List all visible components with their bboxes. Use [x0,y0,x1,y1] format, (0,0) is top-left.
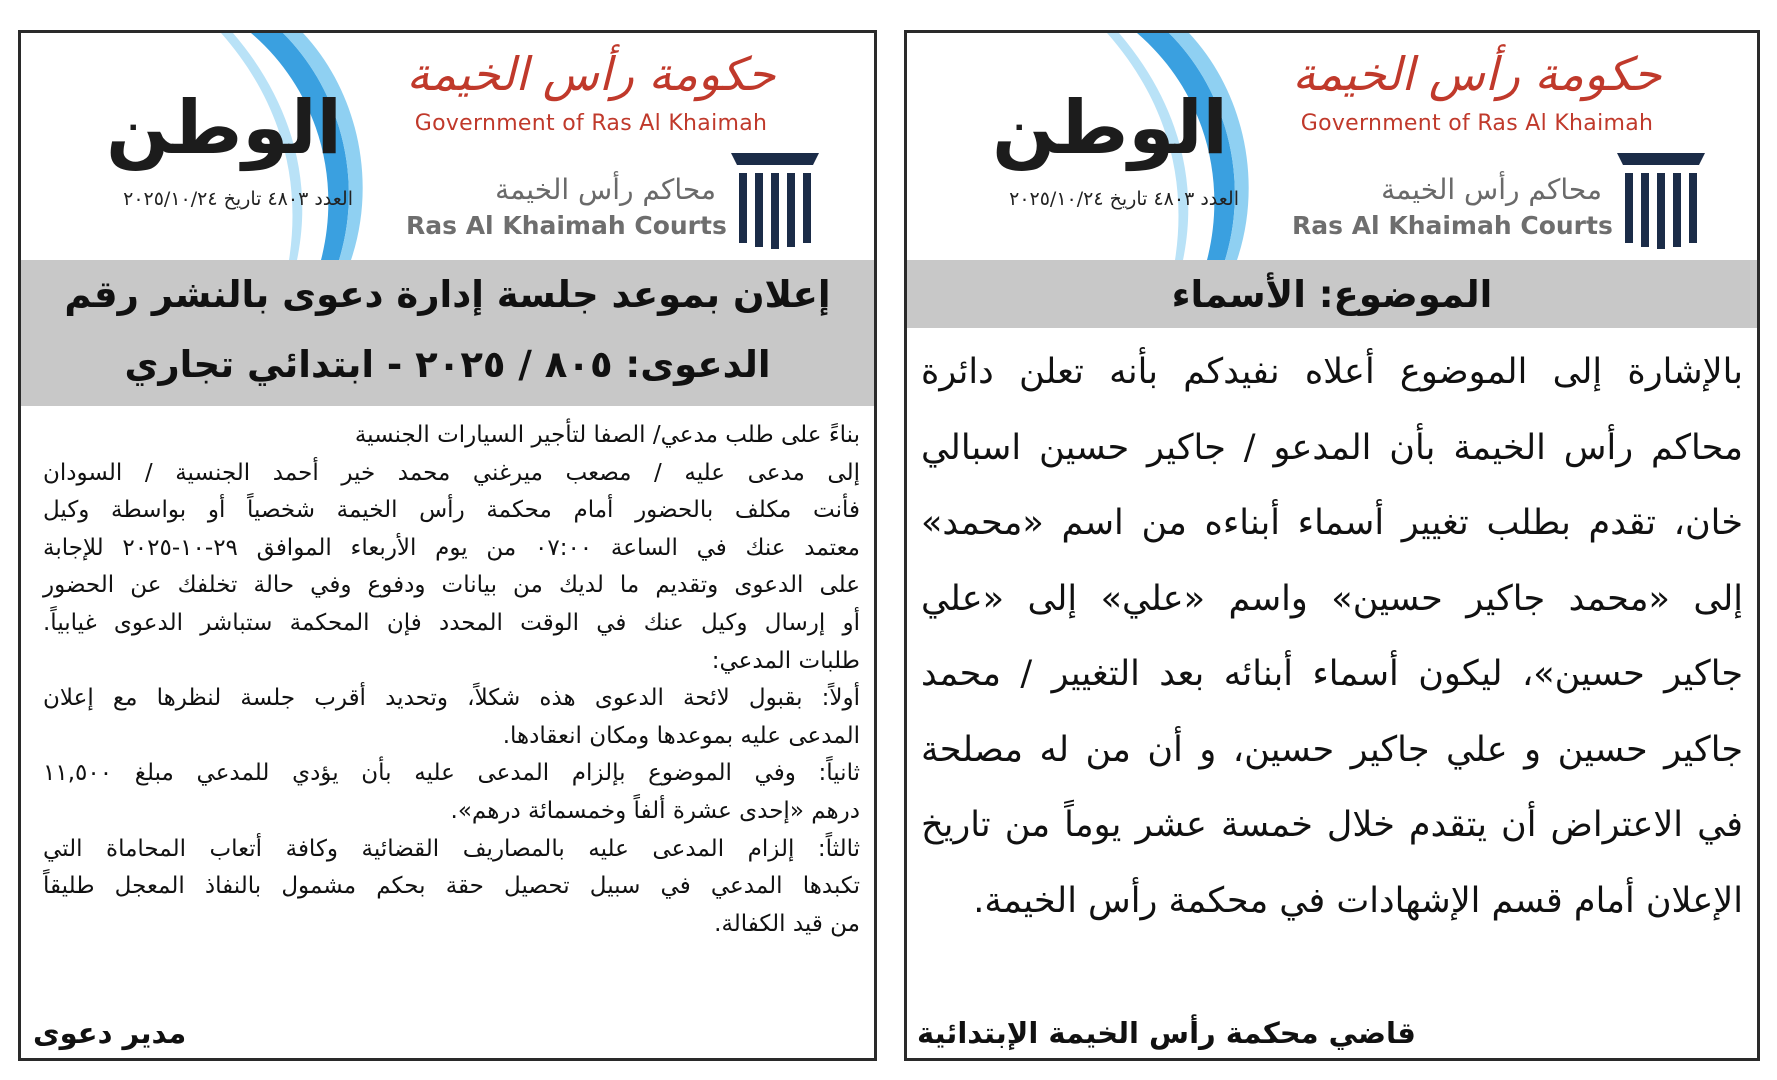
notice-title-band [21,260,874,406]
courts-name-english: Ras Al Khaimah Courts [1292,211,1613,240]
body-line: الإعلان أمام قسم الإشهادات في محكمة رأس الخيمة. [973,880,1743,921]
government-name-arabic: حكومة رأس الخيمة [1292,47,1662,101]
body-line: أولاً: بقبول لائحة الدعوى هذه شكلاً، وتحديد أقرب جلسة لنظرها مع إعلان [43,685,860,712]
issue-number-date: العدد ٤٨٠٣ تاريخ ٢٠٢٥/١٠/٢٤ [123,188,353,210]
notice-name-change [904,30,1760,1061]
courts-name-english: Ras Al Khaimah Courts [406,211,727,240]
courts-pillars-icon [1615,151,1707,251]
body-line: جاكير حسين و علي جاكير حسين، و أن من له مصلحة [921,729,1743,770]
signature-case-manager: مدير دعوى [33,1016,187,1050]
notice-body [43,417,860,943]
body-line: ثالثاً: إلزام المدعى عليه بالمصاريف القضائية وكافة أتعاب المحاماة التي [43,835,860,862]
courts-pillars-icon [729,151,821,251]
notice-body [921,335,1743,939]
body-line: ثانياً: وفي الموضوع بإلزام المدعى عليه بأن يؤدي للمدعي مبلغ ١١,٥٠٠ [43,760,860,787]
body-line: على الدعوى وتقديم ما لديك من بيانات ودفوع وفي حالة تخلفك عن الحضور [43,572,860,599]
notice-title-line: الدعوى: ٨٠٥ / ٢٠٢٥ - ابتدائي تجاري [124,343,771,386]
body-line: خان، تقدم بطلب تغيير أسماء أبناءه من اسم «محمد» [921,503,1743,543]
body-line: أو إرسال وكيل عنك في الوقت المحدد فإن المحكمة ستباشر الدعوى غيابياً. [43,609,860,636]
body-line: بناءً على طلب مدعي/ الصفا لتأجير السيارات الجنسية [354,422,860,448]
body-line: معتمد عنك في الساعة ٠٧:٠٠ من يوم الأربعاء الموافق ٢٩-١٠-٢٠٢٥ للإجابة [43,534,860,561]
notice-commercial-case [18,30,877,1061]
government-name-english: Government of Ras Al Khaimah [1300,111,1654,136]
notice-title-line: إعلان بموعد جلسة إدارة دعوى بالنشر رقم [64,273,831,316]
issue-number-date: العدد ٤٨٠٣ تاريخ ٢٠٢٥/١٠/٢٤ [1009,188,1239,210]
body-line: من قيد الكفالة. [714,910,860,937]
government-name-arabic: حكومة رأس الخيمة [406,47,776,101]
notice-header [21,33,874,260]
body-line: درهم «إحدى عشرة ألفاً وخمسمائة درهم». [450,797,860,824]
body-line: محاكم رأس الخيمة بأن المدعو / جاكير حسين اسبالي [921,427,1743,468]
signature-judge: قاضي محكمة رأس الخيمة الإبتدائية [917,1016,1416,1050]
body-line: طلبات المدعي: [711,647,860,674]
body-line: جاكير حسين»، ليكون أسماء أبنائه بعد التغيير / محمد [921,654,1743,694]
body-line: إلى مدعى عليه / مصعب ميرغني محمد خير أحمد الجنسية / السودان [43,459,860,486]
notice-title-line: الموضوع: الأسماء [1171,273,1493,316]
newspaper-name: الوطن [106,85,342,171]
notice-title-band [907,260,1757,328]
body-line: بالإشارة إلى الموضوع أعلاه نفيدكم بأنه تعلن دائرة [921,352,1743,392]
notice-header [907,33,1757,260]
body-line: إلى «محمد جاكير حسين» واسم «علي» إلى «علي [921,578,1743,619]
body-line: فأنت مكلف بالحضور أمام محكمة رأس الخيمة شخصياً أو بواسطة وكيل [43,497,860,524]
courts-name-arabic: محاكم رأس الخيمة [495,173,716,206]
body-line: تكبدها المدعي في سبيل تحصيل حقة بحكم مشمول بالنفاذ المعجل طليقاً [43,873,860,900]
body-line: المدعى عليه بموعدها ومكان انعقادها. [502,722,860,749]
government-name-english: Government of Ras Al Khaimah [414,111,768,136]
body-line: في الاعتراض أن يتقدم خلال خمسة عشر يوماً من تاريخ [921,805,1743,845]
newspaper-name: الوطن [992,85,1228,171]
courts-name-arabic: محاكم رأس الخيمة [1381,173,1602,206]
